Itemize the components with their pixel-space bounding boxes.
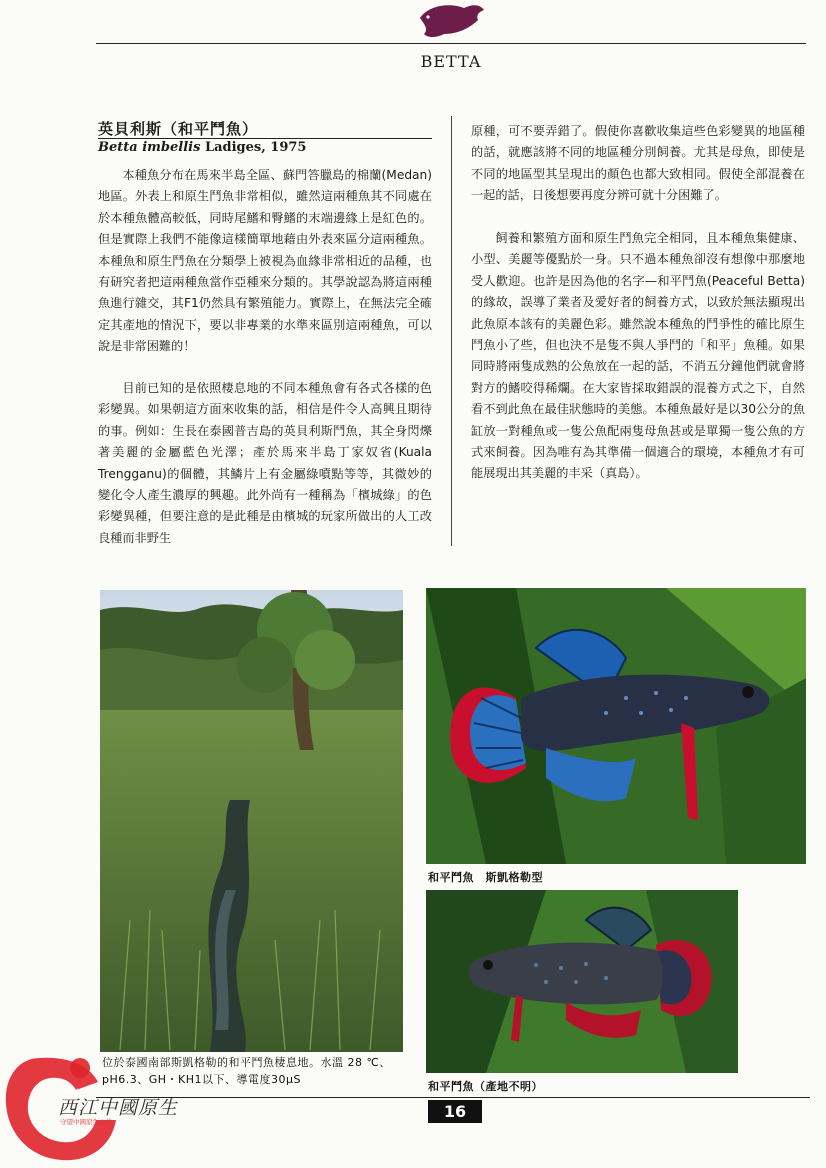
betta-photo-skaklek: [426, 588, 806, 864]
footer-rule: [96, 1097, 810, 1098]
body-paragraph: 原種，可不要弄錯了。假使你喜歡收集這些色彩變異的地區種的話，就應該將不同的地區種分別飼養。尤其是母魚，即使是不同的地區型其呈現出的顏色也都大致相同。假使全部混養在一起的話，日後想要再度分辨可就十分困難了。: [471, 124, 805, 203]
author-year: Ladiges, 1975: [204, 140, 307, 155]
betta-dark-illustration: [426, 890, 738, 1073]
watermark-url: WWW.CGH20.COM: [60, 1088, 116, 1095]
column-divider: [451, 116, 452, 546]
fish1-caption: 和平鬥魚 斯凱格勒型: [428, 871, 543, 884]
watermark-slogan: 守望中國原生之美: [60, 1118, 112, 1126]
betta-photo-unknown-origin: [426, 890, 738, 1073]
habitat-photo: [100, 590, 403, 1052]
header-fish-logo-icon: [414, 0, 486, 40]
betta-male-illustration: [426, 588, 806, 864]
running-head: BETTA: [420, 52, 482, 71]
title-rule: [98, 138, 432, 139]
watermark-brand: 西江中國原生: [58, 1097, 179, 1119]
habitat-caption: 位於泰國南部斯凱格勒的和平鬥魚棲息地。水溫 28 ℃、pH6.3、GH・KH1以下、導電度30μS: [102, 1056, 391, 1086]
page-number: 16: [428, 1100, 482, 1123]
scientific-name: Betta imbellis: [98, 140, 201, 155]
species-scientific-name: [98, 140, 432, 155]
fish2-caption: 和平鬥魚（產地不明）: [428, 1080, 543, 1093]
body-paragraph: 飼養和繁殖方面和原生鬥魚完全相同，且本種魚集健康、小型、美麗等優點於一身。只不過本種魚卻沒有想像中那麼地受人歡迎。也許是因為他的名字—和平鬥魚(Peaceful Betta)的緣故，誤導了業者及愛好者的飼養方式，以致於無法顯現出此魚原本該有的美麗色彩。雖然說本種魚的鬥爭性的確比原生鬥魚小了些，但也決不是隻不與人爭鬥的「和平」魚種。如果同時將兩隻成熟的公魚放在一起的話，不消五分鐘他們就會將對方的鰭咬得稀爛。在大家皆採取錯誤的混養方式之下，自然看不到此魚在最佳狀態時的美態。本種魚最好是以30公分的魚缸放一對種魚或一隻公魚配兩隻母魚甚或是單獨一隻公魚的方式來飼養。因為唯有為其準備一個適合的環境，本種魚才有可能展現出其美麗的丰采（真島）。: [471, 231, 805, 481]
body-paragraph: 本種魚分布在馬來半島全區、蘇門答臘島的棉蘭(Medan)地區。外表上和原生鬥魚非常相似，雖然這兩種魚其不同處在於本種魚體高較低，同時尾鰭和臀鰭的末端邊緣上是紅色的。但是實際上我們不能像這樣簡單地藉由外表來區分這兩種魚。本種魚和原生鬥魚在分類學上被視為血緣非常相近的品種，也有研究者把這兩種魚當作亞種來分類的。其學說認為將這兩種魚進行雜交，其F1仍然具有繁殖能力。實際上，在無法完全確定其產地的情況下，要以非專業的水準來區別這兩種魚，可以說是非常困難的！: [98, 168, 432, 354]
body-paragraph: 目前已知的是依照棲息地的不同本種魚會有各式各樣的色彩變異。如果朝這方面來收集的話，相信是件令人高興且期待的事。例如：生長在泰國普吉島的英貝利斯鬥魚，其全身閃爍著美麗的金屬藍色光澤；產於馬來半島丁家奴省(Kuala Trengganu)的個體，其鱗片上有金屬綠噴點等等，其微妙的變化令人產生濃厚的興趣。此外尚有一種稱為「檳城綠」的色彩變異種，但要注意的是此種是由檳城的玩家所做出的人工改良種而非野生: [98, 381, 432, 545]
habitat-illustration: [100, 590, 403, 1052]
species-title: 英貝利斯（和平鬥魚）: [98, 120, 259, 138]
header-rule: [96, 43, 806, 44]
